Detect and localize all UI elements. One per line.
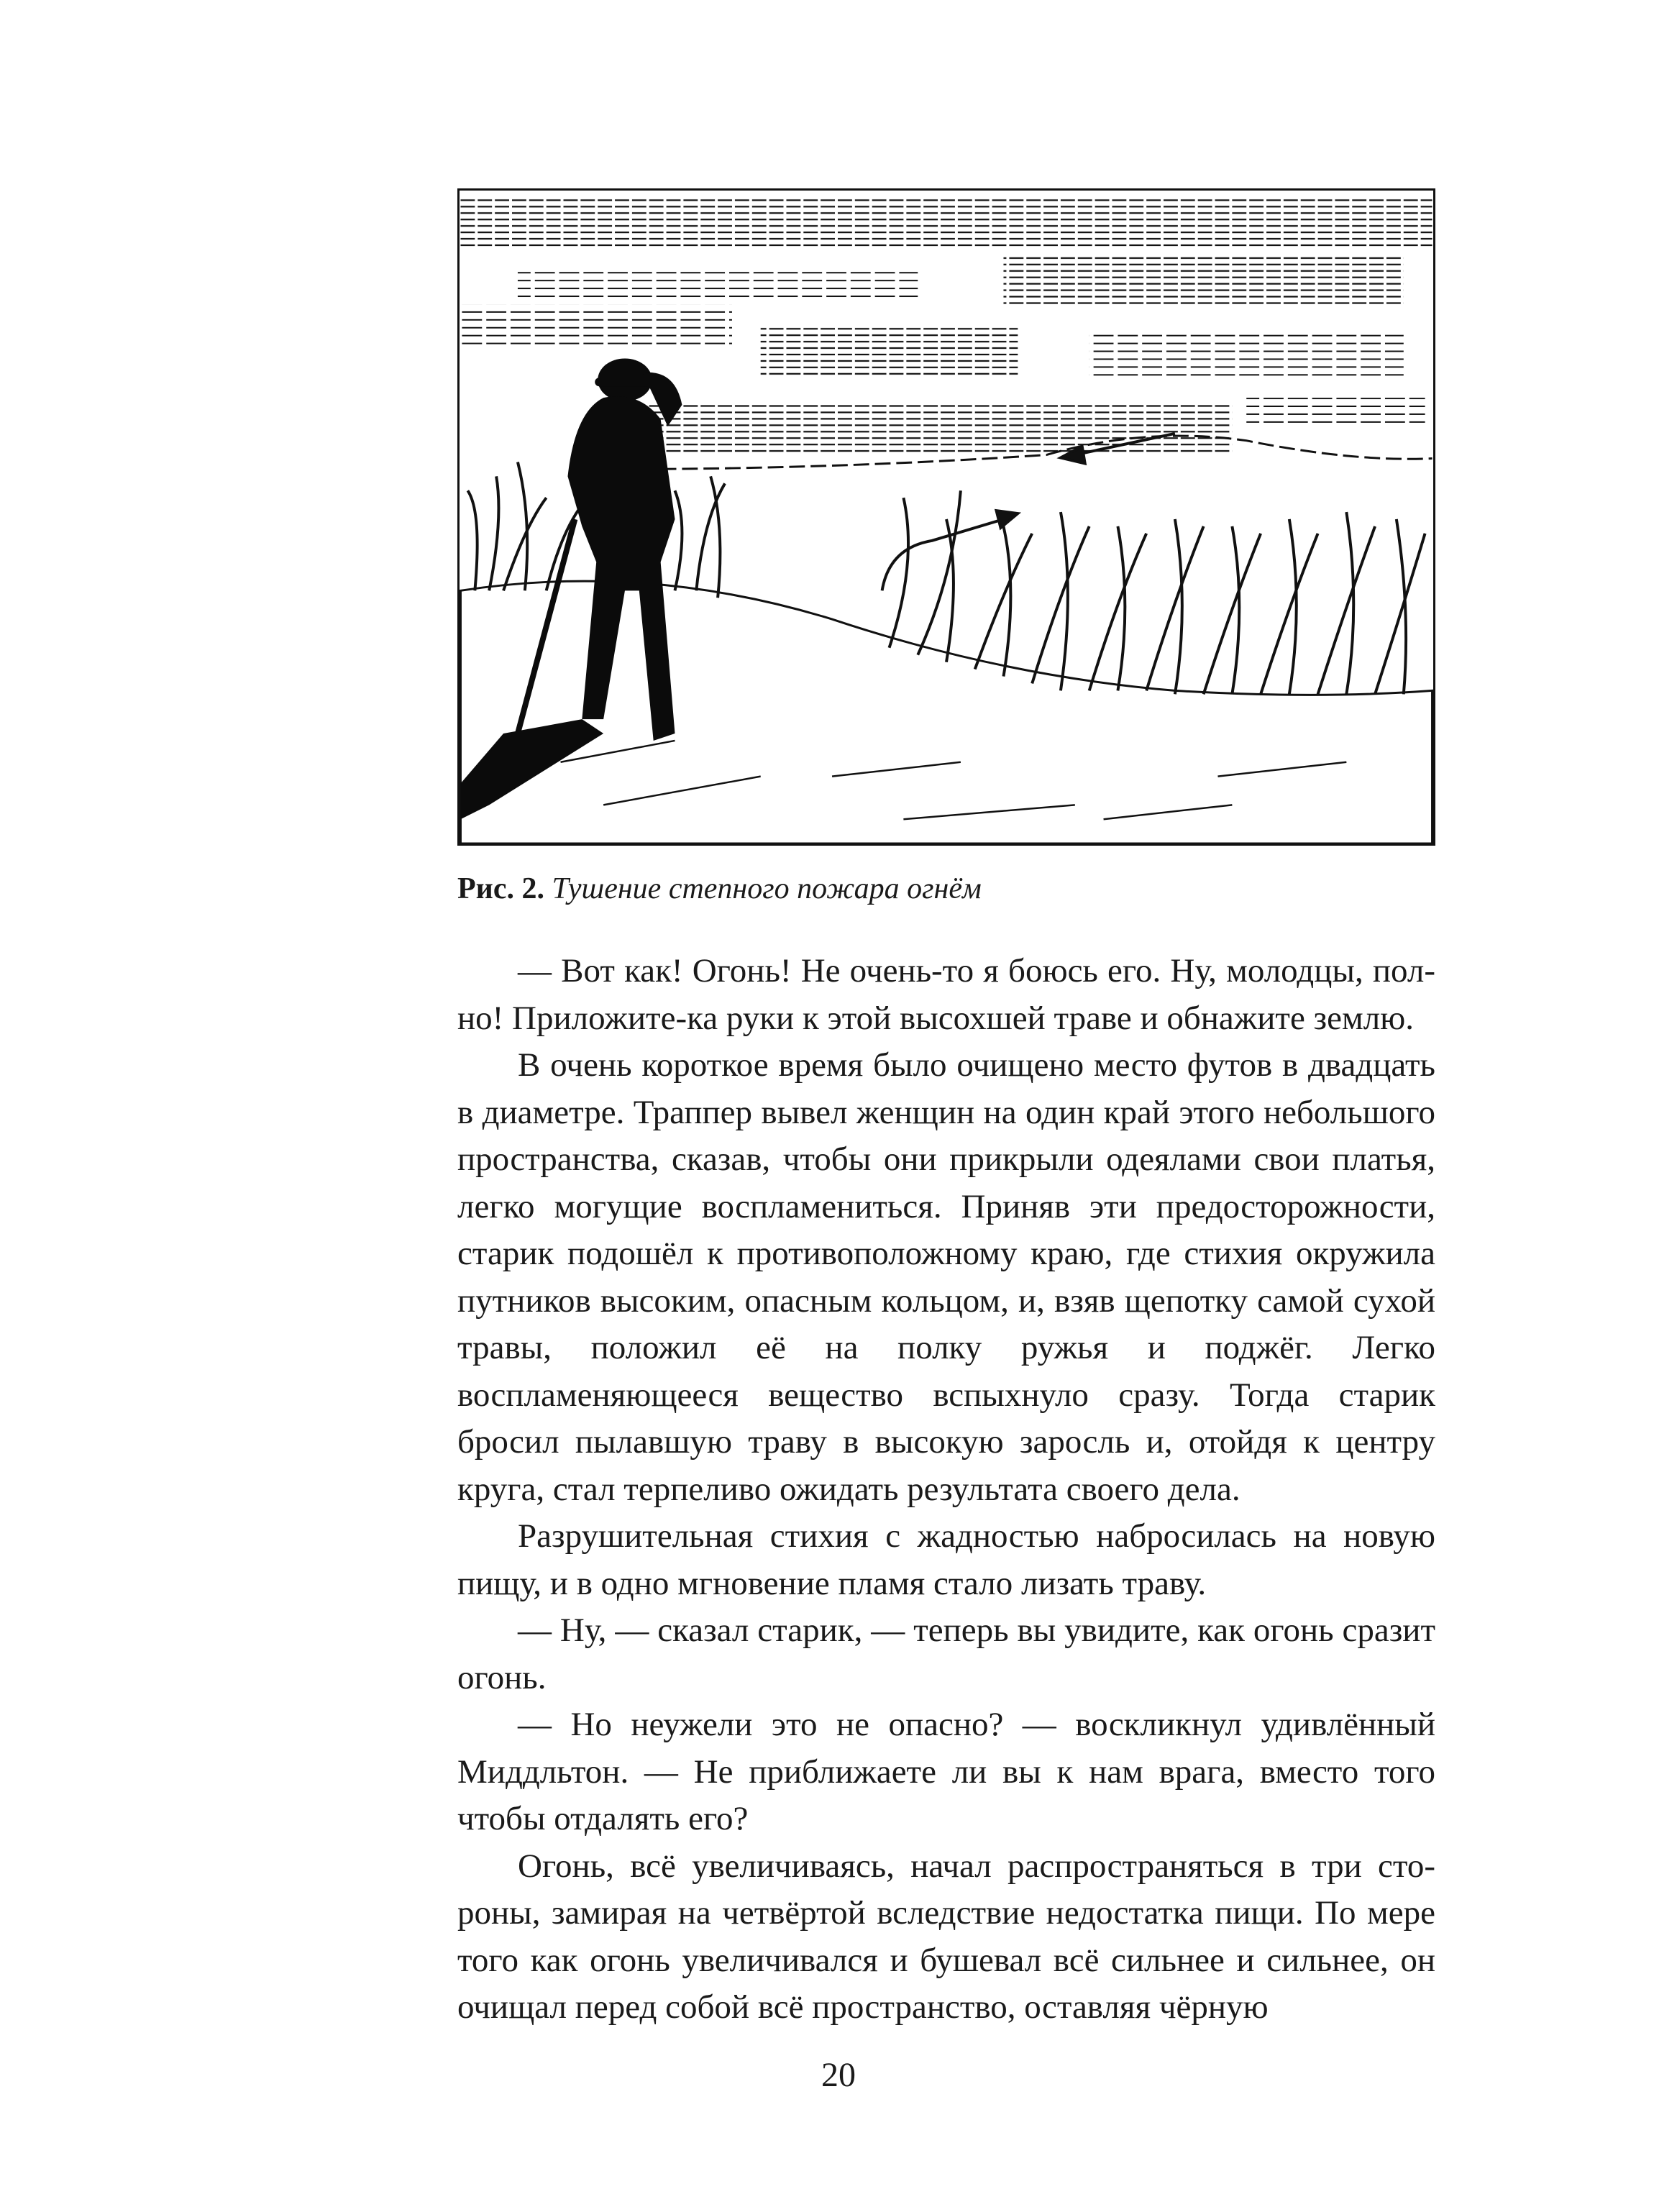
illustration: [457, 188, 1435, 846]
body-text: [457, 948, 1435, 2032]
figure-caption-label: Рис. 2.: [457, 872, 544, 905]
paragraph: — Вот как! Огонь! Не очень-то я боюсь его. Ну, молодцы, полно! Приложите-ка руки к этой высохшей траве и обнажите землю.: [457, 952, 1435, 1037]
paragraph: — Но неужели это не опасно? — воскликнул удивлённый Миддльтон. — Не приближаете ли вы к нам врага, вместо того чтобы отдалять его?: [457, 1706, 1435, 1837]
paragraph: Огонь, всё увеличиваясь, начал распространяться в три стороны, замирая на четвёртой вследствие недостатка пищи. По мере того как огонь увеличивался и бушевал всё сильнее и сильнее, он очищал перед собой всё пространство, оставляя чёрную: [457, 1847, 1435, 2026]
paragraph: — Ну, — сказал старик, — теперь вы увидите, как огонь сразит огонь.: [457, 1612, 1435, 1696]
paragraph: Разрушительная стихия с жадностью набросилась на новую пищу, и в одно мгновение пламя стало лизать траву.: [457, 1517, 1435, 1602]
figure-caption-text: Тушение степного пожара огнём: [552, 872, 982, 905]
steppe-fire-engraving: [460, 191, 1433, 844]
page-number: 20: [821, 2056, 856, 2094]
figure-caption: [457, 869, 982, 909]
paragraph: В очень короткое время было очищено место футов в двадцать в диаметре. Траппер вывел женщин на один край этого небольшого пространства, сказав, чтобы они прикрыли одеялами свои платья, легко могущие воспламениться. Приняв эти предосторожности, старик подошёл к противоположному краю, где стихия окружила путников высоким, опасным кольцом, и, взяв щепотку самой сухой травы, положил её на полку ружья и поджёг. Легко воспламеняющееся вещество вспыхнуло сразу. Тогда старик бросил пылавшую траву в высокую заросль и, отойдя к центру круга, стал терпеливо ожидать результата своего дела.: [457, 1046, 1435, 1508]
